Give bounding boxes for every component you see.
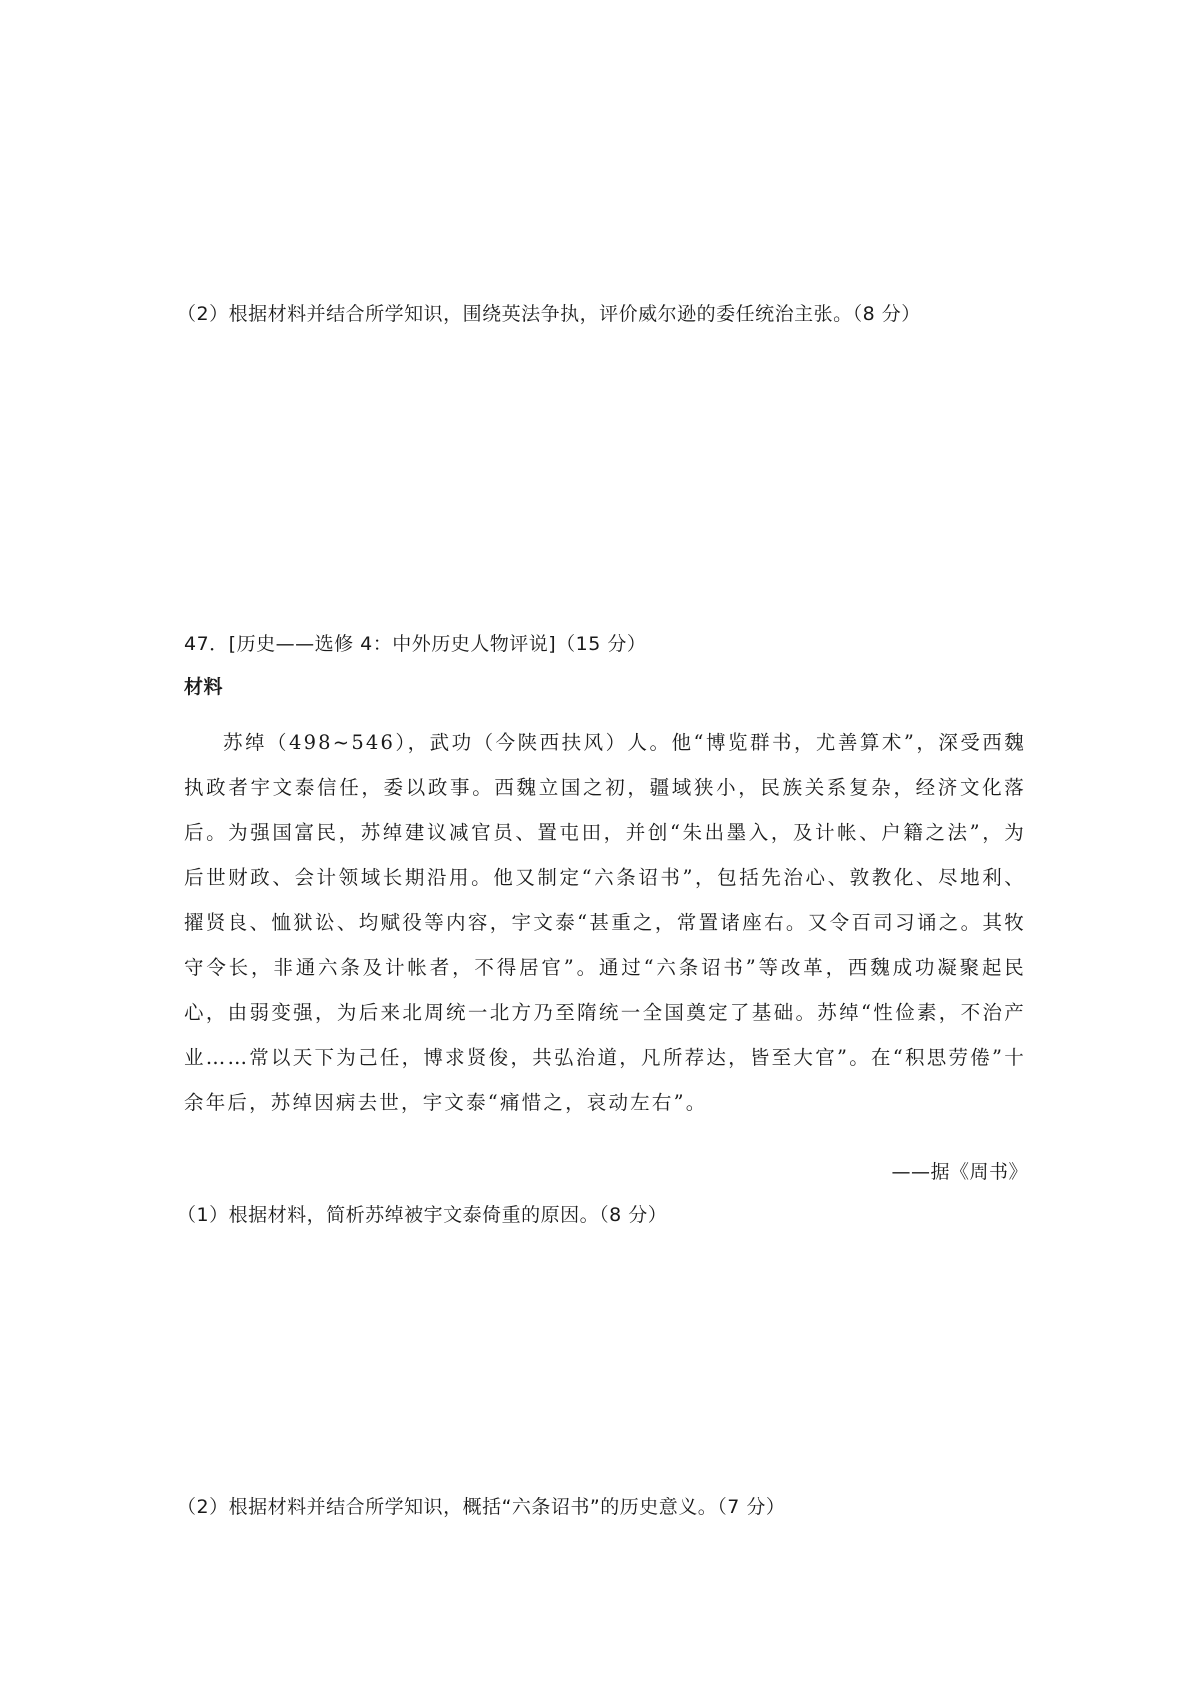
question-47-part1: （1）根据材料，简析苏绰被宇文泰倚重的原因。（8 分）: [177, 1204, 668, 1226]
material-label: 材料: [184, 676, 224, 698]
question-47-heading: 47．[历史——选修 4：中外历史人物评说]（15 分）: [184, 633, 647, 655]
material-passage: 苏绰（498~546），武功（今陕西扶风）人。他“博览群书，尤善算术”，深受西魏执政者宇文泰信任，委以政事。西魏立国之初，疆域狭小，民族关系复杂，经济文化落后。为强国富民，苏绰建议减官员、置屯田，并创“朱出墨入，及计帐、户籍之法”，为后世财政、会计领域长期沿用。他又制定“六条诏书”，包括先治心、敦教化、尽地利、擢贤良、恤狱讼、均赋役等内容，宇文泰“甚重之，常置诸座右。又令百司习诵之。其牧守令长，非通六条及计帐者，不得居官”。通过“六条诏书”等改革，西魏成功凝聚起民心，由弱变强，为后来北周统一北方乃至隋统一全国奠定了基础。苏绰“性俭素，不治产业……常以天下为己任，博求贤俊，共弘治道，凡所荐达，皆至大官”。在“积思劳倦”十余年后，苏绰因病去世，宇文泰“痛惜之，哀动左右”。: [184, 731, 1026, 1114]
prev-question-part2: （2）根据材料并结合所学知识，围绕英法争执，评价威尔逊的委任统治主张。（8 分）: [177, 303, 921, 325]
source-citation: ——据《周书》: [891, 1161, 1028, 1183]
question-47-part2: （2）根据材料并结合所学知识，概括“六条诏书”的历史意义。（7 分）: [177, 1496, 786, 1518]
